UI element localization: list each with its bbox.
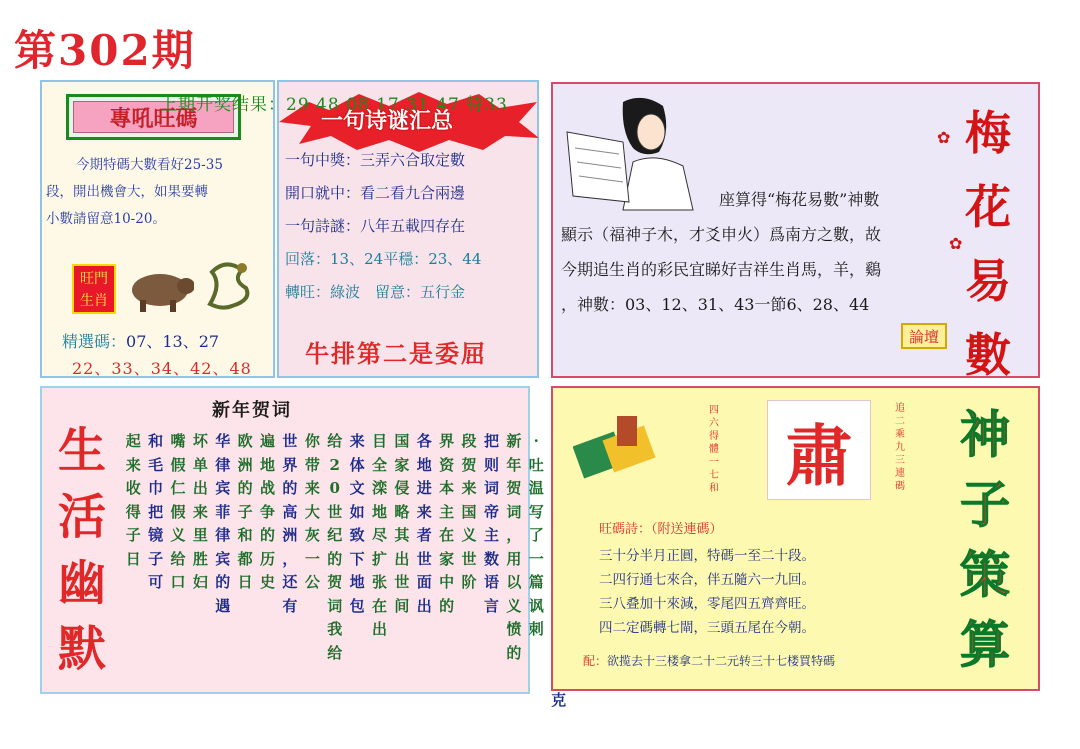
poem-row-label: 轉旺： [285,283,331,301]
issue-number: 第302期 [14,26,196,75]
plum-title-char: 數 [965,328,1011,382]
poem-row [285,177,535,210]
divine-title-char: 子 [960,475,1010,534]
new-year-column: 段 贺 来 国 义 世 阶 [461,432,477,591]
plum-text [561,182,946,322]
new-year-column: 目 全 滦 地 尽 扩 张 在 出 [371,432,387,638]
new-year-column: 欧 洲 的 子 和 都 日 [237,432,253,591]
plum-title [958,96,1018,392]
panel-divine-calc [551,386,1040,691]
new-year-column: 起 来 收 得 子 日 [125,432,141,568]
plum-title-char: 梅 [965,106,1011,160]
new-year-column: 和 毛 巾 把 镜 子 可 [148,432,164,591]
new-year-column: 界 资 本 主 在 家 中 的 [439,432,455,615]
new-year-column: 你 带 来 大 灰 一 公 [304,432,320,591]
new-year-column: 世 界 的 高 洲 ， 还 有 [282,432,298,615]
previous-result: 上期开奖结果：29 48 08 17 31 47 特33 [160,95,508,115]
new-year-column: 给 2 0 世 纪 的 贺 词 我 给 [327,432,343,662]
left-vertical-text: 四 六 得 體 一 七 和 [709,405,719,494]
stamp-line: 旺門 [80,271,108,287]
plum-line: 今期追生肖的彩民宜睇好吉祥生肖馬，羊，鷄 [561,260,882,279]
poem-label: 旺碼詩：（附送連碼） [599,522,723,537]
new-year-column: 来 体 文 如 致 下 地 包 [349,432,365,615]
humor-char: 幽 [57,555,106,611]
calc-line: 三八叠加十來減，零尾四五齊齊旺。 [599,596,815,612]
plum-line: 座算得“梅花易數”神數 [719,190,880,209]
calc-line: 四二定碼轉七閘，三頭五尾在今朝。 [599,620,815,636]
poem-row-value: 三弄六合取定數 [360,151,466,169]
calc-footer [583,652,835,669]
panel-new-year [40,386,567,709]
poem-row-label: 開口就中： [285,184,361,202]
new-year-column: 各 地 进 来 者 世 面 出 [416,432,432,615]
new-year-column: 把 则 词 帝 主 数 语 言 [483,432,499,615]
stamp-line: 生肖 [80,293,108,309]
calc-line: 三十分半月正圓，特碼一至二十段。 [599,548,815,564]
forum-badge: 論壇 [901,323,947,349]
poem-rows [285,144,535,309]
right-vertical-text: 追 二 乘 九 三 連 碼 [895,403,905,492]
new-year-column: · 吐 温 写 了 一 篇 讽 刺 [528,432,544,638]
humor-title [52,418,112,682]
poem-footer: 牛排第二是委屈 [305,339,487,368]
humor-char: 默 [57,621,106,677]
new-year-column: 华 律 宾 菲 律 宾 的 遇 [215,432,231,615]
zodiac-stamp [72,264,116,314]
new-year-column: 遍 地 战 争 的 历 史 [260,432,276,591]
new-year-column: 嘴 假 仁 假 义 给 口 [170,432,186,591]
poem-row-label: 一句中獎： [285,151,361,169]
poem-row [285,144,535,177]
poem-row [285,276,535,309]
flower-icon: ✿ [937,128,951,147]
divine-title-char: 算 [960,615,1010,674]
books-image [573,408,673,488]
picks-row-1 [62,330,219,354]
special-text [46,152,268,233]
poem-row-value: 八年五載四存在 [360,217,466,235]
poem-row-value: 看二看九合兩邊 [360,184,466,202]
new-year-title: 新年贺词 [212,400,292,421]
dragon-image [202,254,257,316]
poem-row-label: 回落： [285,250,331,268]
poem-row-label: 一句詩謎： [285,217,361,235]
new-year-column: 坏 单 出 来 里 胜 妇 [192,432,208,591]
divine-title-char: 神 [960,405,1010,464]
humor-char: 活 [57,489,106,545]
plum-line: ，神數：03、12、31、43一節6、28、44 [561,295,870,314]
calc-line: 二四行通七來合，伴五隨六一九回。 [599,572,815,588]
picks-label: 精選碼： [62,332,127,351]
panel-plum-blossom [551,82,1040,382]
new-year-column: 国 家 侵 略 其 出 世 间 [394,432,410,615]
special-badge-label: 專吼旺碼 [73,101,234,133]
new-year-column: 新 年 贺 词 ， 用 以 义 愤 的 [506,432,522,662]
new-year-columns [122,430,570,712]
divine-title-char: 策 [960,545,1010,604]
pig-image [124,264,194,314]
poem-row [285,243,535,276]
flower-icon: ✿ [949,234,963,253]
humor-char: 生 [57,423,106,479]
picks-row-2: 22、33、34、42、48 [72,359,252,378]
special-line: 小數請留意10-20。 [46,211,166,227]
special-line: 今期特碼大數看好25-35 [76,157,223,173]
calc-lines [599,544,815,640]
picks-values: 07、13、27 [126,332,220,351]
special-line: 段，開出機會大，如果要轉 [46,184,208,200]
poem-row-value: 13、24平穩：23、44 [330,250,482,268]
poem-row [285,210,535,243]
poem-title: 一句诗谜汇总 [321,108,454,134]
main-character-box: 肅 [767,400,871,500]
panel-special-numbers [40,80,275,378]
footer-text: 欲揽去十三楼拿二十二元转三十七楼買特碼 [607,654,836,668]
plum-line: 顯示（福神子木，才爻申火）爲南方之數，故 [561,225,882,244]
panel-poem-riddles [277,80,539,378]
plum-title-char: 花 [965,180,1011,234]
footer-label: 配： [583,654,608,668]
divine-title [945,400,1025,680]
new-year-column: 克 [551,690,567,709]
plum-title-char: 易 [965,254,1011,308]
poem-row-value: 綠波 留意：五行金 [330,283,466,301]
